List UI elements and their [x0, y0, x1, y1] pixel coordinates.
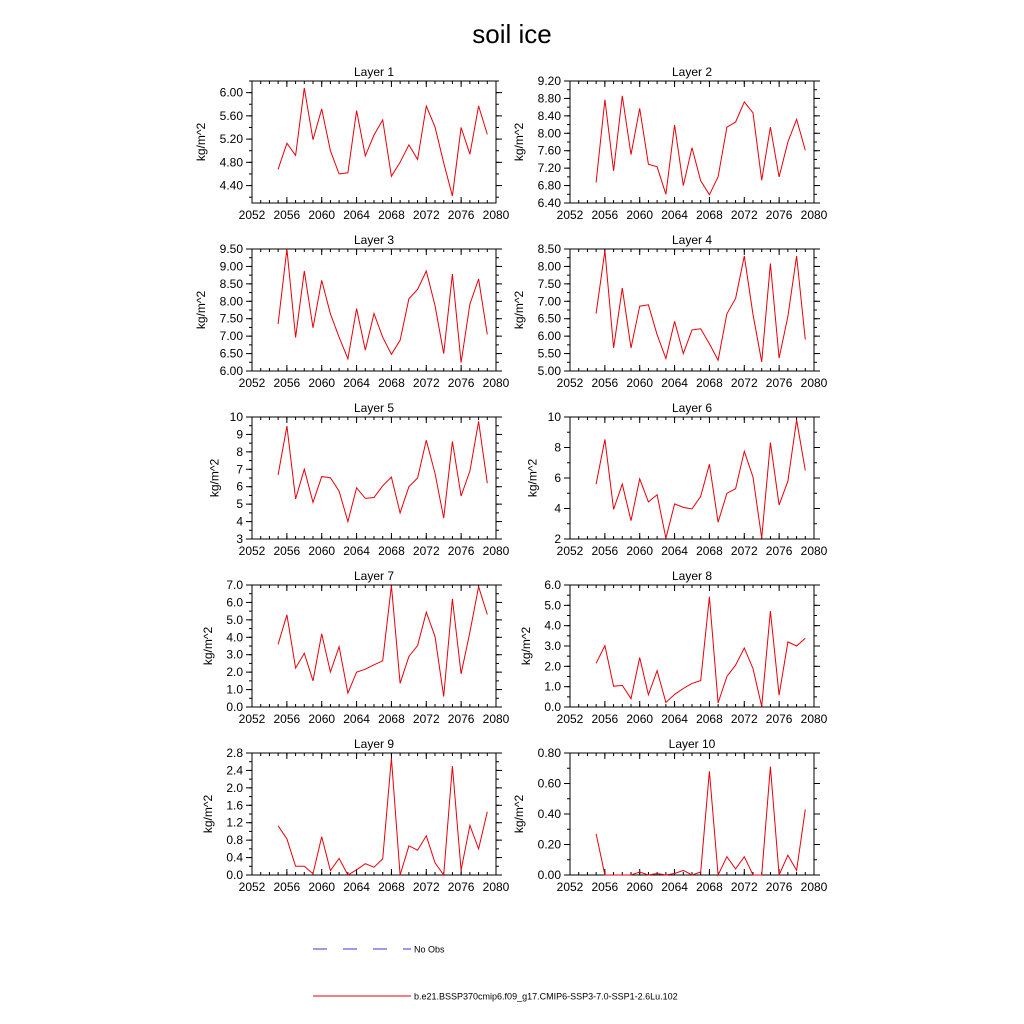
x-tick-label: 2060 — [626, 712, 654, 726]
y-tick-label: 2.0 — [544, 659, 561, 674]
y-tick-label: 6.50 — [537, 311, 561, 326]
panel-title: Layer 1 — [353, 65, 395, 79]
panel-title: Layer 9 — [353, 737, 395, 751]
y-tick-label: 6.0 — [544, 578, 561, 592]
y-axis-label: kg/m^2 — [525, 458, 540, 498]
y-tick-label: 0.4 — [226, 850, 243, 865]
x-tick-label: 2052 — [556, 712, 584, 726]
x-tick-label: 2060 — [308, 208, 336, 222]
y-tick-label: 9 — [236, 427, 243, 442]
y-tick-label: 4.40 — [219, 178, 243, 193]
x-tick-label: 2076 — [765, 544, 793, 558]
x-tick-label: 2076 — [447, 376, 475, 390]
plot-frame — [570, 81, 814, 203]
x-tick-label: 2064 — [661, 712, 688, 726]
x-tick-label: 2056 — [591, 712, 619, 726]
y-tick-label: 4.0 — [544, 618, 561, 633]
x-tick-label: 2064 — [343, 544, 370, 558]
x-tick-label: 2068 — [696, 208, 723, 222]
y-tick-label: 10 — [229, 410, 243, 424]
series-line-layer-3 — [278, 249, 487, 363]
panel-title: Layer 6 — [671, 401, 713, 415]
x-tick-label: 2072 — [412, 880, 440, 894]
y-tick-label: 0.40 — [537, 807, 561, 821]
x-tick-label: 2068 — [378, 880, 405, 894]
x-tick-label: 2060 — [308, 544, 336, 558]
y-tick-label: 0.0 — [226, 700, 243, 714]
panel-title: Layer 5 — [353, 401, 395, 415]
x-tick-label: 2072 — [730, 712, 758, 726]
y-tick-label: 8.80 — [537, 91, 561, 106]
x-tick-label: 2060 — [626, 208, 654, 222]
series-line-layer-8 — [596, 597, 805, 707]
y-tick-label: 2.0 — [226, 665, 243, 680]
y-tick-label: 7.00 — [219, 329, 243, 344]
x-tick-label: 2072 — [730, 544, 758, 558]
y-tick-label: 5.50 — [537, 346, 561, 361]
x-tick-label: 2076 — [765, 880, 793, 894]
panel-title: Layer 8 — [671, 569, 713, 583]
x-tick-label: 2056 — [591, 544, 619, 558]
x-tick-label: 2056 — [273, 880, 301, 894]
y-tick-label: 2.8 — [226, 746, 243, 760]
y-tick-label: 9.20 — [537, 74, 561, 88]
y-axis-label: kg/m^2 — [200, 794, 215, 834]
y-tick-label: 7.50 — [219, 311, 243, 326]
series-line-layer-2 — [596, 96, 805, 195]
x-tick-label: 2056 — [273, 376, 301, 390]
y-axis-label: kg/m^2 — [200, 626, 215, 666]
y-tick-label: 5.60 — [219, 108, 243, 123]
x-tick-label: 2072 — [412, 376, 440, 390]
x-tick-label: 2064 — [343, 376, 370, 390]
y-axis-label: kg/m^2 — [512, 122, 527, 162]
x-tick-label: 2064 — [343, 880, 370, 894]
x-tick-label: 2068 — [378, 208, 405, 222]
x-tick-label: 2064 — [661, 376, 688, 390]
y-tick-label: 7.60 — [537, 143, 561, 158]
y-tick-label: 8.00 — [219, 294, 243, 309]
x-tick-label: 2064 — [343, 208, 370, 222]
y-tick-label: 5 — [236, 497, 243, 512]
y-tick-label: 3 — [236, 532, 243, 546]
x-tick-label: 2068 — [378, 376, 405, 390]
y-tick-label: 8.50 — [219, 276, 243, 291]
x-tick-label: 2080 — [482, 208, 510, 222]
x-tick-label: 2060 — [308, 880, 336, 894]
plot-frame — [252, 753, 496, 875]
x-tick-label: 2068 — [378, 712, 405, 726]
y-tick-label: 4 — [236, 514, 243, 529]
y-tick-label: 7.0 — [226, 578, 243, 592]
x-tick-label: 2064 — [661, 880, 688, 894]
y-tick-label: 9.00 — [219, 259, 243, 274]
x-tick-label: 2064 — [343, 712, 370, 726]
panel-layer-10 — [512, 737, 827, 894]
series-line-layer-7 — [278, 586, 487, 697]
panels-grid — [194, 65, 827, 894]
y-tick-label: 7 — [236, 462, 243, 477]
figure-title: soil ice — [472, 19, 552, 49]
legend-obs-label: No Obs — [414, 944, 445, 955]
x-tick-label: 2076 — [765, 712, 793, 726]
x-tick-label: 2068 — [378, 544, 405, 558]
y-tick-label: 1.0 — [226, 682, 243, 697]
x-tick-label: 2060 — [626, 544, 654, 558]
y-tick-label: 2.4 — [226, 763, 243, 778]
x-tick-label: 2056 — [273, 544, 301, 558]
x-tick-label: 2080 — [482, 376, 510, 390]
y-tick-label: 7.50 — [537, 276, 561, 291]
y-tick-label: 7.00 — [537, 294, 561, 309]
x-tick-label: 2052 — [556, 544, 584, 558]
panel-layer-8 — [519, 569, 828, 726]
y-axis-label: kg/m^2 — [194, 290, 209, 330]
legend-series-label: b.e21.BSSP370cmip6.f09_g17.CMIP6-SSP3-7.0-SSP1-2.6Lu.102 — [414, 991, 678, 1002]
x-tick-label: 2076 — [765, 208, 793, 222]
x-tick-label: 2072 — [730, 208, 758, 222]
panel-layer-3 — [194, 233, 509, 390]
panel-layer-1 — [194, 65, 509, 222]
y-tick-label: 10 — [547, 410, 561, 424]
y-tick-label: 6 — [554, 471, 561, 485]
y-tick-label: 5.0 — [544, 598, 561, 613]
panel-layer-9 — [201, 737, 510, 894]
x-tick-label: 2060 — [308, 712, 336, 726]
y-tick-label: 6.00 — [537, 329, 561, 344]
x-tick-label: 2052 — [238, 712, 266, 726]
x-tick-label: 2068 — [696, 544, 723, 558]
y-axis-label: kg/m^2 — [518, 626, 533, 666]
x-tick-label: 2076 — [765, 376, 793, 390]
y-tick-label: 0.60 — [537, 776, 561, 791]
panel-title: Layer 10 — [668, 737, 716, 751]
series-line-layer-4 — [596, 251, 805, 362]
y-axis-label: kg/m^2 — [512, 794, 527, 834]
y-tick-label: 0.0 — [226, 868, 243, 882]
x-tick-label: 2076 — [447, 880, 475, 894]
y-tick-label: 2 — [554, 532, 561, 546]
x-tick-label: 2068 — [696, 712, 723, 726]
x-tick-label: 2080 — [482, 544, 510, 558]
y-tick-label: 5.00 — [537, 364, 561, 378]
y-tick-label: 5.0 — [226, 612, 243, 627]
x-tick-label: 2056 — [591, 880, 619, 894]
y-tick-label: 1.6 — [226, 798, 243, 813]
x-tick-label: 2072 — [730, 880, 758, 894]
x-tick-label: 2072 — [412, 712, 440, 726]
y-tick-label: 6.00 — [219, 364, 243, 378]
y-tick-label: 8 — [236, 444, 243, 459]
x-tick-label: 2064 — [661, 544, 688, 558]
y-axis-label: kg/m^2 — [194, 122, 209, 162]
panel-layer-2 — [512, 65, 827, 222]
x-tick-label: 2052 — [556, 880, 584, 894]
panel-layer-7 — [201, 569, 510, 726]
x-tick-label: 2080 — [482, 712, 510, 726]
y-tick-label: 7.20 — [537, 161, 561, 176]
series-line-layer-1 — [278, 88, 487, 196]
x-tick-label: 2060 — [626, 376, 654, 390]
y-tick-label: 5.20 — [219, 132, 243, 147]
x-tick-label: 2056 — [591, 208, 619, 222]
y-tick-label: 8.50 — [537, 242, 561, 256]
series-line-layer-10 — [596, 767, 805, 875]
y-axis-label: kg/m^2 — [512, 290, 527, 330]
panel-layer-5 — [208, 401, 510, 558]
y-tick-label: 6.80 — [537, 178, 561, 193]
x-tick-label: 2052 — [238, 208, 266, 222]
y-tick-label: 3.0 — [544, 639, 561, 653]
y-tick-label: 4 — [554, 501, 561, 516]
y-tick-label: 0.20 — [537, 837, 561, 852]
y-tick-label: 3.0 — [226, 647, 243, 662]
y-tick-label: 9.50 — [219, 242, 243, 256]
x-tick-label: 2060 — [626, 880, 654, 894]
y-tick-label: 0.80 — [537, 746, 561, 760]
y-tick-label: 4.80 — [219, 155, 243, 170]
x-tick-label: 2068 — [696, 376, 723, 390]
panel-title: Layer 3 — [353, 233, 395, 247]
plot-frame — [570, 417, 814, 539]
series-line-layer-9 — [278, 758, 487, 875]
y-tick-label: 0.00 — [537, 868, 561, 882]
x-tick-label: 2080 — [482, 880, 510, 894]
x-tick-label: 2080 — [800, 880, 828, 894]
x-tick-label: 2052 — [556, 208, 584, 222]
x-tick-label: 2072 — [730, 376, 758, 390]
x-tick-label: 2052 — [556, 376, 584, 390]
y-tick-label: 1.2 — [226, 815, 243, 830]
x-tick-label: 2072 — [412, 544, 440, 558]
x-tick-label: 2064 — [661, 208, 688, 222]
y-tick-label: 2.0 — [226, 780, 243, 795]
panel-title: Layer 7 — [353, 569, 395, 583]
panel-layer-4 — [512, 233, 827, 390]
panel-layer-6 — [526, 401, 828, 558]
x-tick-label: 2080 — [800, 712, 828, 726]
x-tick-label: 2060 — [308, 376, 336, 390]
y-tick-label: 0.0 — [544, 700, 561, 714]
y-tick-label: 4.0 — [226, 630, 243, 645]
x-tick-label: 2056 — [273, 208, 301, 222]
x-tick-label: 2056 — [273, 712, 301, 726]
y-tick-label: 1.0 — [544, 679, 561, 694]
x-tick-label: 2052 — [238, 544, 266, 558]
plot-frame — [252, 417, 496, 539]
x-tick-label: 2052 — [238, 376, 266, 390]
y-tick-label: 8.00 — [537, 126, 561, 141]
y-tick-label: 8 — [554, 440, 561, 455]
x-tick-label: 2080 — [800, 544, 828, 558]
x-tick-label: 2056 — [591, 376, 619, 390]
x-tick-label: 2076 — [447, 544, 475, 558]
y-tick-label: 6.00 — [219, 85, 243, 100]
x-tick-label: 2052 — [238, 880, 266, 894]
series-line-layer-6 — [596, 420, 805, 538]
x-tick-label: 2076 — [447, 208, 475, 222]
y-axis-label: kg/m^2 — [207, 458, 222, 498]
x-tick-label: 2080 — [800, 208, 828, 222]
plot-frame — [570, 585, 814, 707]
panel-title: Layer 4 — [671, 233, 713, 247]
series-line-layer-5 — [278, 421, 487, 521]
x-tick-label: 2076 — [447, 712, 475, 726]
panel-title: Layer 2 — [671, 65, 713, 79]
y-tick-label: 6.0 — [226, 595, 243, 610]
y-tick-label: 8.40 — [537, 108, 561, 123]
y-tick-label: 6.40 — [537, 196, 561, 210]
x-tick-label: 2068 — [696, 880, 723, 894]
y-tick-label: 6.50 — [219, 346, 243, 361]
x-tick-label: 2072 — [412, 208, 440, 222]
y-tick-label: 8.00 — [537, 259, 561, 274]
legend — [313, 945, 678, 1002]
plot-frame — [252, 585, 496, 707]
y-tick-label: 6 — [236, 479, 243, 494]
x-tick-label: 2080 — [800, 376, 828, 390]
y-tick-label: 0.8 — [226, 833, 243, 848]
